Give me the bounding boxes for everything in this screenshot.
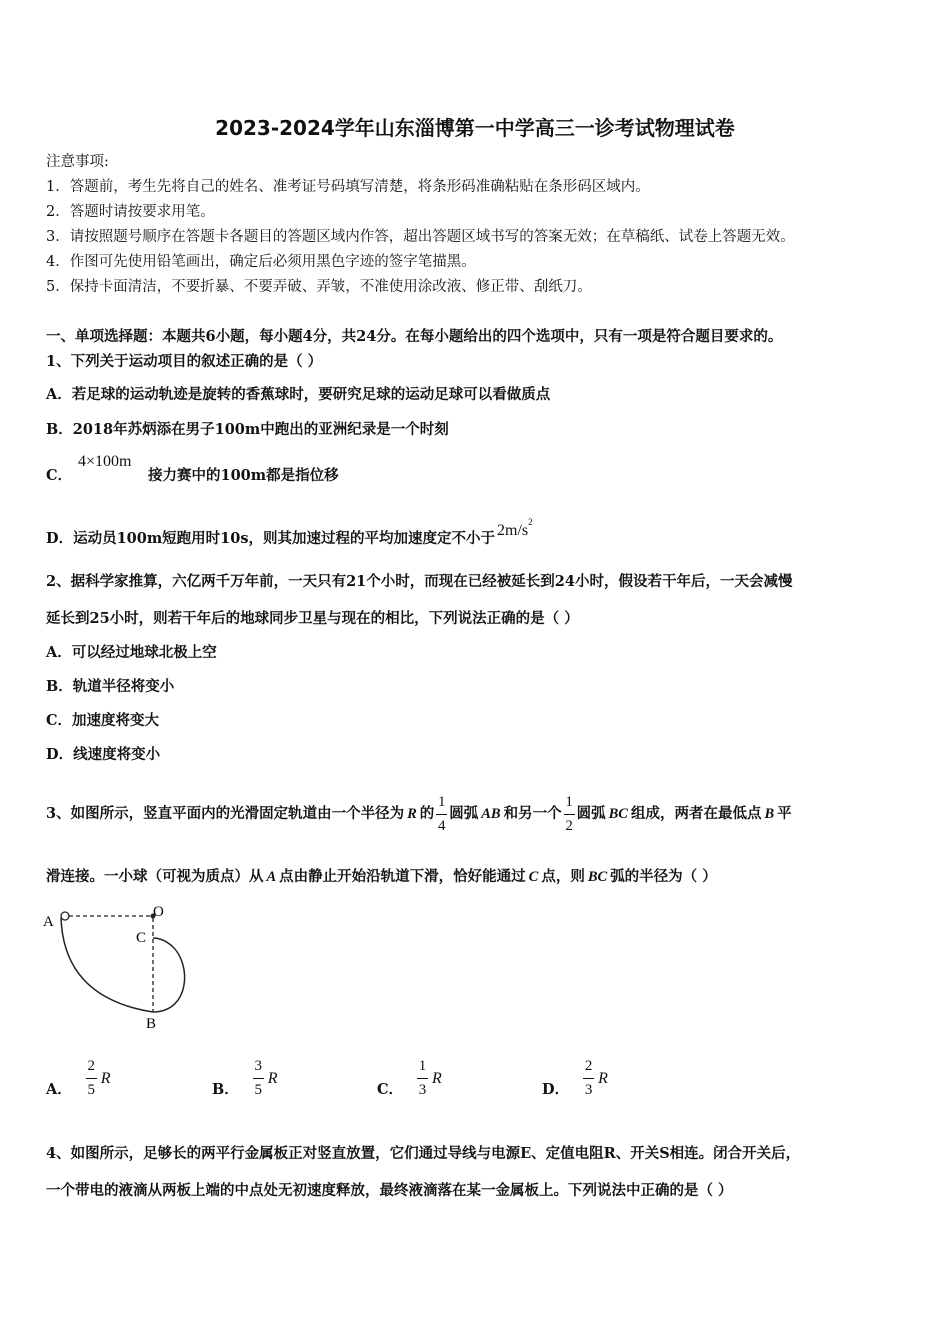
text-run: 的: [419, 805, 435, 822]
variable: R: [100, 1069, 111, 1087]
question-3-line: [46, 867, 717, 887]
question-2-line: 2、据科学家推算，六亿两千万年前，一天只有21个小时，而现在已经被延长到24小时，假设若干年后，一天会减慢: [46, 573, 793, 590]
notice-heading: 注意事项:: [46, 154, 109, 170]
option-label: B．: [212, 1081, 239, 1098]
question-1-option-d: [46, 517, 533, 549]
variable: BC: [608, 806, 628, 822]
variable: BC: [587, 869, 608, 885]
fraction: [417, 1058, 428, 1099]
question-3-option-a: [46, 1058, 111, 1099]
fraction-bar: [417, 1078, 428, 1079]
text-run: 滑连接。一小球（可视为质点）从: [46, 868, 264, 885]
ball-icon: [61, 912, 69, 920]
text-run: 平: [777, 805, 792, 822]
notice-item: 3．请按照题号顺序在答题卡各题目的答题区域内作答，超出答题区域书写的答案无效；在草稿纸、试卷上答题无效。: [46, 229, 795, 245]
text-run: 点，则: [541, 868, 585, 885]
fraction: [583, 1058, 594, 1099]
fraction-denominator: 5: [254, 1082, 263, 1098]
fraction-bar: [436, 814, 447, 815]
question-3-option-d: [542, 1058, 608, 1099]
fraction-bar: [86, 1078, 97, 1079]
fraction-bar: [253, 1078, 264, 1079]
fraction: [86, 1058, 97, 1099]
fraction-bar: [583, 1078, 594, 1079]
question-1-option-a: A．若足球的运动轨迹是旋转的香蕉球时，要研究足球的运动足球可以看做质点: [46, 386, 551, 403]
fraction-numerator: 2: [87, 1058, 96, 1074]
question-1-option-b: B．2018年苏炳添在男子100m中跑出的亚洲纪录是一个时刻: [46, 421, 449, 438]
fraction-bar: [564, 814, 575, 815]
fraction-numerator: 3: [254, 1058, 263, 1074]
variable: B: [764, 806, 775, 822]
variable: A: [266, 869, 277, 885]
math-expression: 4×100m: [78, 453, 132, 470]
question-2-option-b: B．轨道半径将变小: [46, 678, 175, 695]
notice-item: 4．作图可先使用铅笔画出，确定后必须用黑色字迹的签字笔描黑。: [46, 254, 476, 270]
fraction: [564, 794, 575, 835]
question-2-option-a: A．可以经过地球北极上空: [46, 644, 217, 661]
text-run: 点由静止开始沿轨道下滑，恰好能通过: [279, 868, 526, 885]
text-run: 圆弧: [576, 805, 606, 822]
fraction-numerator: 1: [438, 793, 446, 810]
text-run: 和另一个: [503, 805, 562, 822]
section-heading: 一、单项选择题：本题共6小题，每小题4分，共24分。在每小题给出的四个选项中，只有一项是符合题目要求的。: [46, 328, 783, 345]
fraction-numerator: 1: [418, 1058, 427, 1074]
label-o: O: [153, 904, 164, 920]
option-label: A．: [46, 1081, 72, 1098]
question-3-figure: [40, 898, 210, 1038]
text-run: 组成，两者在最低点: [630, 805, 762, 822]
text-run: 弧的半径为（ ）: [610, 868, 717, 885]
fraction-denominator: 4: [438, 817, 446, 834]
math-exponent: 2: [528, 517, 533, 527]
question-3-line: [46, 784, 792, 844]
math-expression: 2m/s: [497, 521, 529, 539]
fraction-denominator: 2: [565, 817, 573, 834]
variable: R: [432, 1069, 442, 1087]
question-3-option-c: [377, 1058, 442, 1099]
option-label: D．: [542, 1081, 570, 1098]
page-title: 2023-2024学年山东淄博第一中学高三一诊考试物理试卷: [215, 116, 735, 140]
notice-item: 5．保持卡面清洁，不要折暴、不要弄破、弄皱，不准使用涂改液、修正带、刮纸刀。: [46, 279, 592, 295]
label-a: A: [43, 914, 54, 930]
variable: R: [407, 806, 417, 822]
fraction: [436, 794, 447, 835]
option-label: C．: [46, 467, 73, 484]
fraction-denominator: 3: [584, 1082, 593, 1098]
question-2-option-c: C．加速度将变大: [46, 712, 160, 729]
question-4-line: 一个带电的液滴从两板上端的中点处无初速度释放，最终液滴落在某一金属板上。下列说法中正确的是（ ）: [46, 1182, 733, 1199]
notice-item: 1．答题前，考生先将自己的姓名、准考证号码填写清楚，将条形码准确粘贴在条形码区域内。: [46, 179, 650, 195]
variable: R: [267, 1069, 278, 1087]
option-label: C．: [377, 1081, 404, 1098]
question-2-option-d: D．线速度将变小: [46, 746, 161, 763]
half-arc-bc: [153, 938, 185, 1012]
label-c: C: [136, 930, 147, 946]
question-2-line: 延长到25小时，则若干年后的地球同步卫星与现在的相比，下列说法正确的是（ ）: [46, 610, 579, 627]
fraction: [253, 1058, 264, 1099]
option-text: D．运动员100m短跑用时10s，则其加速过程的平均加速度定不小于: [46, 529, 496, 547]
fraction-denominator: 5: [87, 1082, 96, 1098]
fraction-denominator: 3: [418, 1082, 427, 1098]
variable: R: [598, 1069, 608, 1087]
variable: C: [528, 869, 539, 885]
text-run: 3、如图所示，竖直平面内的光滑固定轨道由一个半径为: [46, 805, 405, 822]
text-run: 圆弧: [449, 805, 479, 822]
variable: AB: [481, 806, 501, 822]
fraction-numerator: 1: [565, 793, 573, 810]
question-4-line: 4、如图所示，足够长的两平行金属板正对竖直放置，它们通过导线与电源E、定值电阻R、开关S相连。闭合开关后，: [46, 1145, 801, 1162]
notice-item: 2．答题时请按要求用笔。: [46, 204, 215, 220]
fraction-numerator: 2: [584, 1058, 593, 1074]
option-text: 接力赛中的100m都是指位移: [148, 467, 339, 484]
question-1-stem: 1、下列关于运动项目的叙述正确的是（ ）: [46, 353, 323, 370]
question-3-option-b: [212, 1058, 278, 1099]
label-b: B: [146, 1016, 157, 1032]
